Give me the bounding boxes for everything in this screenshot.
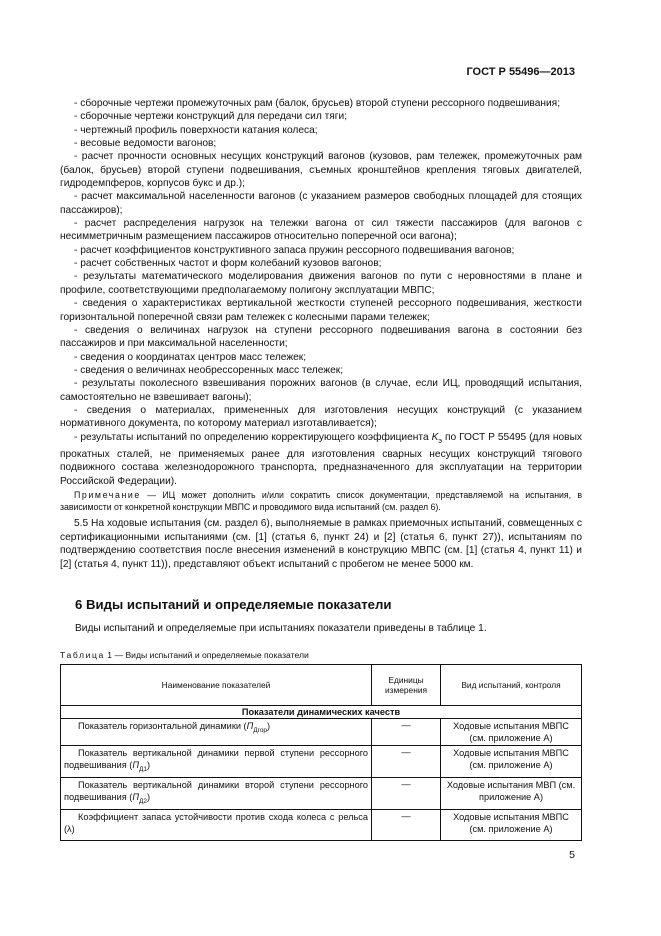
list-item: - результаты поколесного взвешивания порожних вагонов (в случае, если ИЦ, проводящий испытания, самостоятельно не взвешивает вагоны); <box>60 378 582 403</box>
table-header-row <box>61 665 582 706</box>
indicator-name <box>61 777 372 809</box>
list-item: - расчет прочности основных несущих конструкций вагонов (кузовов, рам тележек, промежуточных рам (балок, брусьев) второй ступени подвешивания, съемных кронштейнов крепления тяговых двигателей, гидродемпферов, корпусов букс и др.); <box>60 151 582 190</box>
header-indicator-name: Наименование показателей <box>61 665 372 706</box>
indicator-subscript: Д1 <box>139 765 147 773</box>
paragraph-5-5: 5.5 На ходовые испытания (см. раздел 6), выполняемые в рамках приемочных испытаний, совмещенных с сертификационными испытаниями (см. [1] (статья 6, пункт 24) и [2] (статья 6, пункт 27)), испытаниям по подтверждению соответствия после внесения изменений в конструкцию МВПС (см. [1] (статья 4, пункт 11) и [2] (статья 4, пункт 11)), представляют объект испытаний с пробегом не менее 5000 км. <box>60 518 582 570</box>
indicator-test: Ходовые испытания МВПС (см. приложение А) <box>441 746 582 778</box>
indicator-name <box>61 809 372 841</box>
indicator-unit: — <box>372 719 441 746</box>
list-item: - расчет коэффициентов конструктивного запаса пружин рессорного подвешивания вагонов; <box>74 244 515 256</box>
table-caption-label: Таблица <box>60 650 105 660</box>
last-item-text-end: по ГОСТ Р 55495 (для новых прокатных сталей, не применяемых ранее для изготовления сварных несущих конструкций тягового подвижного состава железнодорожного транспорта, предназначенного для эксплуатации на территории Российской Федерации). <box>60 431 582 487</box>
list-item: - сведения о координатах центров масс тележек; <box>74 351 307 363</box>
indicator-subscript: Дгор <box>253 726 267 734</box>
indicator-unit: — <box>372 809 441 841</box>
page-number: 5 <box>569 849 575 861</box>
list-item: - сведения о материалах, примененных для изготовления несущих конструкций (с указанием нормативного документа, по которому материал изготавливается); <box>60 404 582 430</box>
indicator-test: Ходовые испытания МВП (см. приложение А) <box>441 777 582 809</box>
list-item: - сведения о характеристиках вертикальной жесткости ступеней рессорного подвешивания, жесткости горизонтальной поперечной связи рам тележек с колесными парами тележек; <box>60 298 582 323</box>
indicator-name <box>61 719 372 746</box>
table-caption <box>60 650 309 660</box>
indicator-text: Показатель горизонтальной динамики ( <box>78 721 247 731</box>
group-title: Показатели динамических качеств <box>61 706 582 719</box>
section-title: 6 Виды испытаний и определяемые показатели <box>75 597 392 612</box>
table-row <box>61 809 582 841</box>
indicator-test: Ходовые испытания МВПС (см. приложение А) <box>441 719 582 746</box>
list-item: - весовые ведомости вагонов; <box>74 138 217 150</box>
indicator-unit: — <box>372 777 441 809</box>
list-item: - чертежный профиль поверхности катания колеса; <box>74 124 318 136</box>
table-caption-text: 1 — Виды испытаний и определяемые показатели <box>104 650 309 660</box>
indicator-text: Показатель вертикальной динамики первой ступени рессорного подвешивания ( <box>64 748 368 770</box>
list-item: - сведения о величинах необрессоренных масс тележек; <box>74 364 344 376</box>
list-item: - расчет распределения нагрузок на тележки вагона от сил тяжести пассажиров (для вагонов с несимметричным размещением пассажиров относительно поперечной оси вагона); <box>60 218 582 243</box>
list-item: - сведения о величинах нагрузок на ступени рессорного подвешивания вагона в состоянии без пассажиров и при максимальной населенности; <box>60 324 582 350</box>
table-row <box>61 777 582 809</box>
list-item: - расчет максимальной населенности вагонов (с указанием размеров свободных площадей для стоящих пассажиров); <box>60 191 582 216</box>
document-header: ГОСТ Р 55496—2013 <box>466 66 575 78</box>
indicator-tail: ) <box>146 760 151 770</box>
list-item: - расчет собственных частот и форм колебаний кузовов вагонов; <box>74 258 382 270</box>
indicator-unit: — <box>372 746 441 778</box>
list-item-last <box>60 431 582 488</box>
indicator-test: Ходовые испытания МВПС (см. приложение А) <box>441 809 582 841</box>
documentation-list <box>60 97 582 488</box>
indicator-subscript: Д2 <box>139 797 147 805</box>
coefficient-symbol: K <box>431 431 439 443</box>
table-group-row <box>61 706 582 719</box>
last-item-text: - результаты испытаний по определению корректирующего коэффициента <box>74 431 432 443</box>
indicator-text: Показатель вертикальной динамики второй ступени рессорного подвешивания ( <box>64 779 368 802</box>
header-units: Единицы измерения <box>372 665 441 706</box>
table-row <box>61 719 582 746</box>
table-row <box>61 746 582 778</box>
coefficient-subscript: э <box>438 436 443 445</box>
list-item: - сборочные чертежи конструкций для передачи сил тяги; <box>74 111 348 123</box>
list-item: - результаты математического моделирования движения вагонов по пути с неровностями в плане и профиле, соответствующими предполагаемому полигону эксплуатации МВПС; <box>60 271 582 296</box>
note-text: — ИЦ может дополнить и/или сократить список документации, представляемой на испытания, в зависимости от конкретной конструкции МВПС и проводимого вида испытаний (см. раздел 6). <box>60 490 582 512</box>
indicator-name <box>61 746 372 778</box>
indicator-symbol: П <box>246 721 254 731</box>
list-item: - сборочные чертежи промежуточных рам (балок, брусьев) второй ступени рессорного подвешивания; <box>74 98 561 109</box>
section-intro: Виды испытаний и определяемые при испытаниях показатели приведены в таблице 1. <box>75 623 487 634</box>
indicator-tail: ) <box>267 721 271 731</box>
note-label: Примечание <box>74 490 141 500</box>
indicator-text: Коэффициент запаса устойчивости против схода колеса с рельса (λ) <box>64 811 368 834</box>
indicators-table <box>60 664 582 841</box>
indicator-tail: ) <box>146 791 151 802</box>
header-test-type: Вид испытаний, контроля <box>441 665 582 706</box>
indicator-symbol: П <box>132 760 139 770</box>
note <box>60 489 582 513</box>
indicator-symbol: П <box>132 791 139 802</box>
